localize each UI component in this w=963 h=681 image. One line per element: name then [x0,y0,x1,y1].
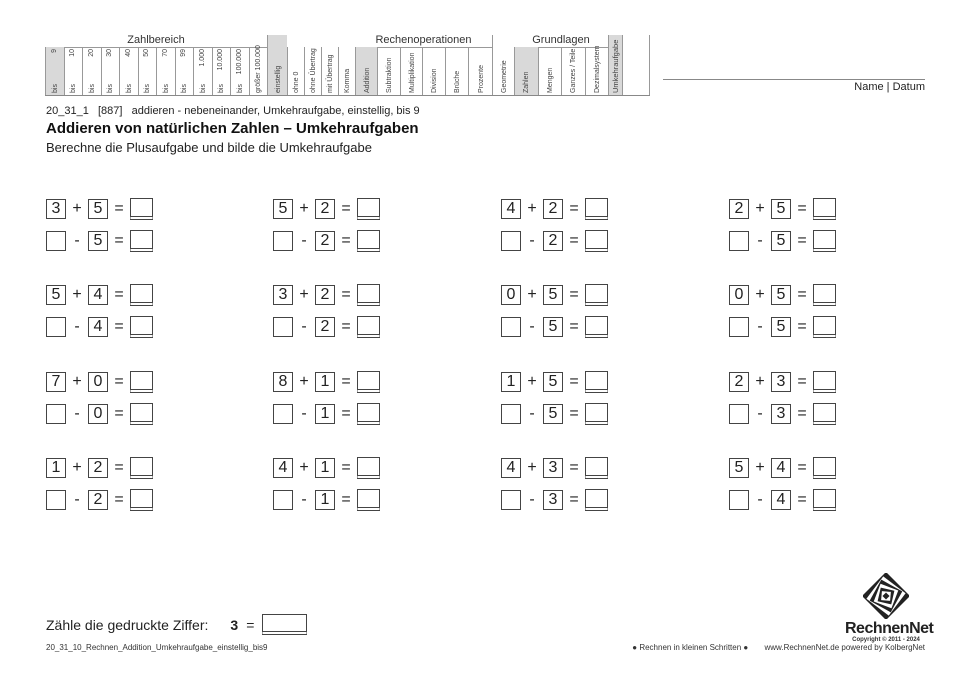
spiral-logo-icon [863,573,909,619]
addend-a: 3 [273,285,293,305]
addition-row [501,457,608,479]
subtraction-row [46,403,153,425]
equals-sign: = [114,232,124,249]
plus-sign: + [299,459,309,476]
subtrahend: 4 [88,317,108,337]
exercise [729,457,849,517]
addend-a: 5 [46,285,66,305]
col-einstellig: einstellig [267,35,287,95]
plus-sign: + [299,286,309,303]
col-ohne-0: ohne 0 [287,47,304,95]
minus-sign: - [529,232,535,249]
col-komma: Komma [338,47,355,95]
addend-a: 2 [729,199,749,219]
addend-b: 2 [315,285,335,305]
addend-a: 0 [501,285,521,305]
subtrahend: 5 [88,231,108,251]
addition-row [273,198,380,220]
worksheet-description: addieren - nebeneinander, Umkehraufgabe, einstellig, bis 9 [131,105,420,117]
difference-answer-box[interactable] [813,403,836,425]
col-division: Division [422,47,445,95]
subtraction-row [729,230,836,252]
equals-sign: = [341,232,351,249]
subtrahend: 3 [543,490,563,510]
subtraction-row [729,316,836,338]
exercise [273,371,393,431]
equals-sign: = [797,491,807,508]
difference-answer-box[interactable] [357,230,380,252]
sum-answer-box[interactable] [813,198,836,220]
addend-b: 1 [315,458,335,478]
equals-sign: = [797,232,807,249]
col-zahlbereich-2: bis 20 [82,47,101,95]
exercise [729,371,849,431]
minus-sign: - [757,491,763,508]
addition-row [46,371,153,393]
subtrahend: 1 [315,404,335,424]
equals-sign: = [341,459,351,476]
plus-sign: + [755,373,765,390]
minus-sign: - [301,318,307,335]
minuend-answer-box[interactable] [501,490,521,510]
addend-a: 4 [501,199,521,219]
minus-sign: - [529,405,535,422]
footer-right [632,643,925,652]
page-title: Addieren von natürlichen Zahlen – Umkehraufgaben [46,120,419,137]
addition-row [273,457,380,479]
addend-a: 8 [273,372,293,392]
subtraction-row [46,489,153,511]
addend-b: 4 [771,458,791,478]
equals-sign: = [569,232,579,249]
difference-answer-box[interactable] [130,316,153,338]
addend-b: 0 [88,372,108,392]
difference-answer-box[interactable] [585,230,608,252]
difference-answer-box[interactable] [813,489,836,511]
minuend-answer-box[interactable] [729,317,749,337]
exercise [501,198,621,258]
exercise [46,457,166,517]
subtraction-row [729,403,836,425]
equals-sign: = [569,318,579,335]
minus-sign: - [74,491,80,508]
addend-b: 4 [88,285,108,305]
subtraction-row [273,403,380,425]
addition-row [729,371,836,393]
sum-answer-box[interactable] [585,198,608,220]
col-zahlbereich-9: bis 10.000 [212,47,231,95]
difference-answer-box[interactable] [357,316,380,338]
subtrahend: 5 [771,317,791,337]
minuend-answer-box[interactable] [46,317,66,337]
col-grundlagen-0: Zahlen [514,47,538,95]
plus-sign: + [72,373,82,390]
name-date-label: Name | Datum [854,81,925,93]
addend-b: 3 [543,458,563,478]
col-zahlbereich-3: bis 30 [101,47,120,95]
subtrahend: 4 [771,490,791,510]
group-grundlagen [514,35,650,95]
difference-answer-box[interactable] [130,403,153,425]
minus-sign: - [301,405,307,422]
subtraction-row [46,316,153,338]
minus-sign: - [301,232,307,249]
plus-sign: + [527,459,537,476]
addend-a: 4 [501,458,521,478]
minuend-answer-box[interactable] [273,317,293,337]
addend-b: 5 [771,199,791,219]
worksheet-id: [887] [98,105,123,117]
exercise [273,198,393,258]
file-name: 20_31_10_Rechnen_Addition_Umkehraufgabe_einstellig_bis9 [46,643,268,652]
addend-a: 0 [729,285,749,305]
equals-sign: = [341,200,351,217]
col-grundlagen-3: Dezimalsystem [585,47,609,95]
col-zahlbereich-7: bis 99 [175,47,194,95]
equals-sign: = [114,318,124,335]
sum-answer-box[interactable] [585,371,608,393]
rechnennet-logo [845,573,934,643]
equals-sign: = [797,405,807,422]
subtraction-row [501,489,608,511]
exercise [729,284,849,344]
equals-sign: = [569,491,579,508]
equals-sign: = [114,200,124,217]
addend-b: 2 [543,199,563,219]
equals-sign: = [114,491,124,508]
exercise [729,198,849,258]
exercise [46,371,166,431]
minus-sign: - [74,318,80,335]
exercise [273,284,393,344]
col-zahlbereich-10: bis 100.000 [230,47,249,95]
subtraction-row [273,230,380,252]
copyright: Copyright © 2011 - 2024 [852,637,920,643]
group-title: Zahlbereich [127,34,185,46]
count-digit: 3 [230,616,239,633]
sum-answer-box[interactable] [813,284,836,306]
equals-sign: = [341,286,351,303]
sum-answer-box[interactable] [130,371,153,393]
addition-row [46,198,153,220]
addend-b: 5 [771,285,791,305]
exercise [46,198,166,258]
col-brüche: Brüche [445,47,468,95]
minuend-answer-box[interactable] [273,490,293,510]
col-zahlbereich-11: größer 100.000 [249,47,268,95]
sum-answer-box[interactable] [130,198,153,220]
worksheet-code: 20_31_1 [46,105,89,117]
worksheet-meta [46,105,420,117]
addition-row [501,198,608,220]
equals-sign: = [797,318,807,335]
minus-sign: - [757,318,763,335]
group-zahlbereich [45,35,267,95]
exercise [501,284,621,344]
col-zahlbereich-8: bis 1.000 [193,47,212,95]
website: www.RechnenNet.de powered by KolbergNet [764,643,925,652]
col-prozente: Prozente [468,47,492,95]
subtrahend: 3 [771,404,791,424]
col-grundlagen-2: Ganzes / Teile [561,47,585,95]
addend-b: 5 [88,199,108,219]
col-zahlbereich-5: bis 50 [138,47,157,95]
minus-sign: - [74,232,80,249]
addend-a: 7 [46,372,66,392]
minuend-answer-box[interactable] [501,404,521,424]
minus-sign: - [301,491,307,508]
subtrahend: 2 [543,231,563,251]
minuend-answer-box[interactable] [46,231,66,251]
equals-sign: = [797,200,807,217]
name-date-line [663,79,925,80]
addition-row [273,284,380,306]
plus-sign: + [299,200,309,217]
group-rechenoperationen [355,35,492,95]
equals-sign: = [341,491,351,508]
addend-a: 3 [46,199,66,219]
equals-sign: = [114,459,124,476]
plus-sign: + [527,373,537,390]
equals-sign: = [341,405,351,422]
sum-answer-box[interactable] [585,284,608,306]
plus-sign: + [527,200,537,217]
plus-sign: + [72,200,82,217]
sum-answer-box[interactable] [130,284,153,306]
addend-b: 5 [543,372,563,392]
sum-answer-box[interactable] [813,457,836,479]
equals-sign: = [569,459,579,476]
difference-answer-box[interactable] [813,316,836,338]
subtrahend: 2 [88,490,108,510]
sum-answer-box[interactable] [357,198,380,220]
addend-a: 2 [729,372,749,392]
col-empty [622,35,650,95]
plus-sign: + [755,200,765,217]
addend-b: 2 [88,458,108,478]
col-ohne-bertrag: ohne Übertrag [304,47,321,95]
col-grundlagen-1: Mengen [538,47,562,95]
col-umkehraufgabe: Umkehraufgabe [608,35,622,95]
difference-answer-box[interactable] [585,316,608,338]
difference-answer-box[interactable] [130,230,153,252]
plus-sign: + [299,373,309,390]
equals-sign: = [797,373,807,390]
minuend-answer-box[interactable] [729,231,749,251]
minuend-answer-box[interactable] [46,490,66,510]
slogan: ● Rechnen in kleinen Schritten ● [632,643,749,652]
minuend-answer-box[interactable] [729,404,749,424]
col-geometrie: Geometrie [492,35,514,95]
addition-row [273,371,380,393]
addend-b: 5 [543,285,563,305]
equals-sign: = [114,286,124,303]
sum-answer-box[interactable] [585,457,608,479]
minus-sign: - [757,232,763,249]
equals-sign: = [569,200,579,217]
equals-sign: = [114,373,124,390]
sum-answer-box[interactable] [813,371,836,393]
count-label: Zähle die gedruckte Ziffer: [46,616,209,633]
col-zahlbereich-1: bis 10 [64,47,83,95]
equals-sign: = [114,405,124,422]
col-zahlbereich-6: bis 70 [156,47,175,95]
addition-row [46,457,153,479]
col-zahlbereich-0: bis 9 [45,47,64,95]
subtraction-row [501,403,608,425]
minuend-answer-box[interactable] [501,317,521,337]
plus-sign: + [527,286,537,303]
subtraction-row [273,489,380,511]
equals-sign: = [569,373,579,390]
exercise [273,457,393,517]
minuend-answer-box[interactable] [273,231,293,251]
sum-answer-box[interactable] [357,371,380,393]
difference-answer-box[interactable] [585,403,608,425]
difference-answer-box[interactable] [813,230,836,252]
col-multiplikation: Multiplikation [400,47,422,95]
col-mit-bertrag: mit Übertrag [321,47,338,95]
difference-answer-box[interactable] [585,489,608,511]
plus-sign: + [72,459,82,476]
addend-b: 1 [315,372,335,392]
minus-sign: - [529,491,535,508]
addend-a: 1 [46,458,66,478]
addend-a: 1 [501,372,521,392]
addend-b: 2 [315,199,335,219]
col-addition: Addition [355,47,377,95]
minus-sign: - [74,405,80,422]
subtrahend: 2 [315,317,335,337]
equals-sign: = [569,405,579,422]
equals-sign: = [341,373,351,390]
subtraction-row [273,316,380,338]
addend-a: 5 [273,199,293,219]
plus-sign: + [72,286,82,303]
addend-a: 4 [273,458,293,478]
difference-answer-box[interactable] [357,489,380,511]
equals-sign: = [341,318,351,335]
minuend-answer-box[interactable] [273,404,293,424]
col-zahlbereich-4: bis 40 [119,47,138,95]
sum-answer-box[interactable] [357,284,380,306]
subtraction-row [501,316,608,338]
addition-row [729,284,836,306]
minuend-answer-box[interactable] [46,404,66,424]
equals-sign: = [246,616,255,633]
equals-sign: = [797,459,807,476]
difference-answer-box[interactable] [130,489,153,511]
subtraction-row [46,230,153,252]
plus-sign: + [755,459,765,476]
subtrahend: 2 [315,231,335,251]
exercise [501,457,621,517]
group-title: Rechenoperationen [375,34,472,46]
count-answer-box[interactable] [262,614,307,635]
exercise [501,371,621,431]
subtraction-row [501,230,608,252]
plus-sign: + [755,286,765,303]
difference-answer-box[interactable] [357,403,380,425]
addition-row [46,284,153,306]
instructions: Berechne die Plusaufgabe und bilde die Umkehraufgabe [46,140,372,155]
addition-row [729,457,836,479]
brand-name: RechnenNet [845,620,934,637]
addition-row [501,284,608,306]
exercise [46,284,166,344]
minuend-answer-box[interactable] [729,490,749,510]
subtrahend: 5 [771,231,791,251]
col-subtraktion: Subtraktion [377,47,400,95]
subtrahend: 5 [543,317,563,337]
group-title: Grundlagen [532,34,590,46]
subtrahend: 1 [315,490,335,510]
equals-sign: = [797,286,807,303]
subtraction-row [729,489,836,511]
minus-sign: - [529,318,535,335]
addend-a: 5 [729,458,749,478]
sum-answer-box[interactable] [357,457,380,479]
subtrahend: 5 [543,404,563,424]
count-task [46,614,307,635]
minuend-answer-box[interactable] [501,231,521,251]
group-misc [267,35,355,95]
minus-sign: - [757,405,763,422]
subtrahend: 0 [88,404,108,424]
addend-b: 3 [771,372,791,392]
addition-row [501,371,608,393]
equals-sign: = [569,286,579,303]
sum-answer-box[interactable] [130,457,153,479]
addition-row [729,198,836,220]
group-geometrie [492,35,514,95]
